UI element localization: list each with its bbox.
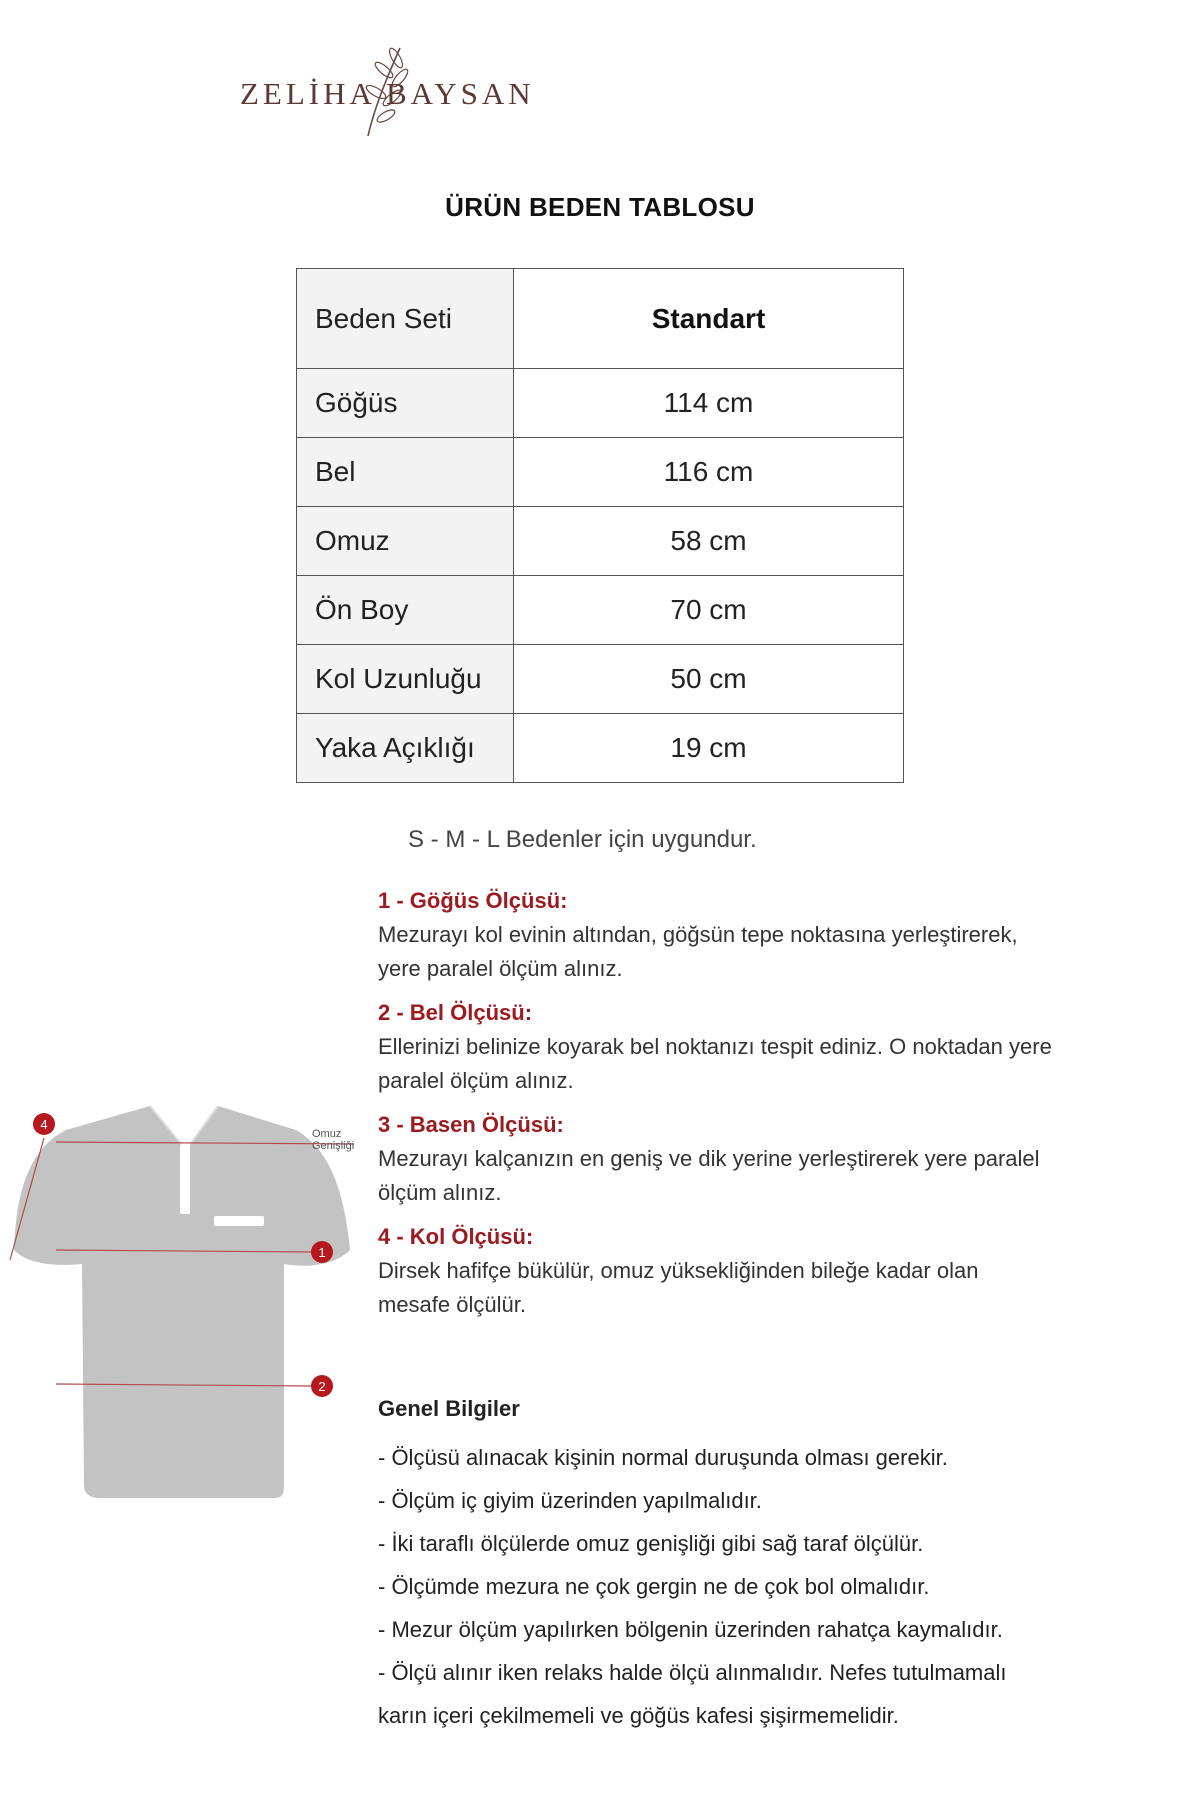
marker-1-text: 1 [318, 1245, 326, 1260]
shoulder-width-label [312, 1128, 354, 1152]
row-value: 50 cm [514, 645, 904, 714]
measurement-sleeve [378, 1220, 1118, 1322]
table-header-value: Standart [514, 269, 904, 369]
marker-2-text: 2 [318, 1379, 326, 1394]
table-row [297, 645, 904, 714]
measurement-heading: 4 - Kol Ölçüsü: [378, 1224, 534, 1249]
row-value: 114 cm [514, 369, 904, 438]
general-line: - İki taraflı ölçülerde omuz genişliği gibi sağ taraf ölçülür. [378, 1531, 924, 1556]
marker-4 [33, 1113, 55, 1135]
row-label: Yaka Açıklığı [297, 714, 514, 783]
measurement-waist [378, 996, 1118, 1098]
row-value: 70 cm [514, 576, 904, 645]
row-value: 58 cm [514, 507, 904, 576]
general-heading: Genel Bilgiler [378, 1396, 520, 1421]
table-header-label: Beden Seti [297, 269, 514, 369]
row-label: Göğüs [297, 369, 514, 438]
shoulder-label-line1: Omuz [312, 1128, 342, 1140]
general-line: karın içeri çekilmemeli ve göğüs kafesi şişirmemelidir. [378, 1703, 899, 1728]
pocket [214, 1216, 264, 1226]
measurement-chest [378, 884, 1118, 986]
measurement-text: paralel ölçüm alınız. [378, 1068, 574, 1093]
general-line: - Ölçüsü alınacak kişinin normal duruşunda olması gerekir. [378, 1445, 948, 1470]
general-line: - Ölçü alınır iken relaks halde ölçü alınmalıdır. Nefes tutulmamalı [378, 1660, 1007, 1685]
row-label: Ön Boy [297, 576, 514, 645]
table-row [297, 507, 904, 576]
row-label: Kol Uzunluğu [297, 645, 514, 714]
table-row [297, 576, 904, 645]
brand-name-right: BAYSAN [386, 76, 535, 111]
page-title: ÜRÜN BEDEN TABLOSU [445, 192, 755, 222]
table-row [297, 369, 904, 438]
measurement-text: Ellerinizi belinize koyarak bel noktanızı tespit ediniz. O noktadan yere [378, 1034, 1052, 1059]
table-row [297, 714, 904, 783]
row-value: 19 cm [514, 714, 904, 783]
table-row [297, 438, 904, 507]
general-line: - Ölçüm iç giyim üzerinden yapılmalıdır. [378, 1488, 762, 1513]
brand-name-left: ZELİHA [240, 76, 376, 111]
measurement-text: Mezurayı kalçanızın en geniş ve dik yerine yerleştirerek yere paralel [378, 1146, 1040, 1171]
measurement-heading: 1 - Göğüs Ölçüsü: [378, 888, 568, 913]
measurement-heading: 2 - Bel Ölçüsü: [378, 1000, 533, 1025]
row-label: Bel [297, 438, 514, 507]
measurement-text: Mezurayı kol evinin altından, göğsün tepe noktasına yerleştirerek, [378, 922, 1018, 947]
measurement-heading: 3 - Basen Ölçüsü: [378, 1112, 564, 1137]
row-label: Omuz [297, 507, 514, 576]
measurement-hip [378, 1108, 1118, 1210]
measurement-text: ölçüm alınız. [378, 1180, 502, 1205]
marker-1 [311, 1241, 333, 1263]
size-table [296, 268, 904, 783]
fit-note: S - M - L Bedenler için uygundur. [408, 826, 757, 853]
marker-4-text: 4 [40, 1117, 48, 1132]
general-line: - Mezur ölçüm yapılırken bölgenin üzerinden rahatça kaymalıdır. [378, 1617, 1003, 1642]
shirt-diagram [0, 1100, 370, 1520]
general-line: - Ölçümde mezura ne çok gergin ne de çok bol olmalıdır. [378, 1574, 930, 1599]
table-header-row [297, 269, 904, 369]
general-info [378, 1396, 1138, 1737]
measurement-text: yere paralel ölçüm alınız. [378, 956, 623, 981]
shoulder-label-line2: Genişliği [312, 1140, 355, 1152]
placket [180, 1144, 190, 1214]
measurement-text: mesafe ölçülür. [378, 1292, 526, 1317]
measurement-text: Dirsek hafifçe bükülür, omuz yüksekliğinden bileğe kadar olan [378, 1258, 979, 1283]
brand-logo [236, 40, 535, 140]
row-value: 116 cm [514, 438, 904, 507]
marker-2 [311, 1375, 333, 1397]
